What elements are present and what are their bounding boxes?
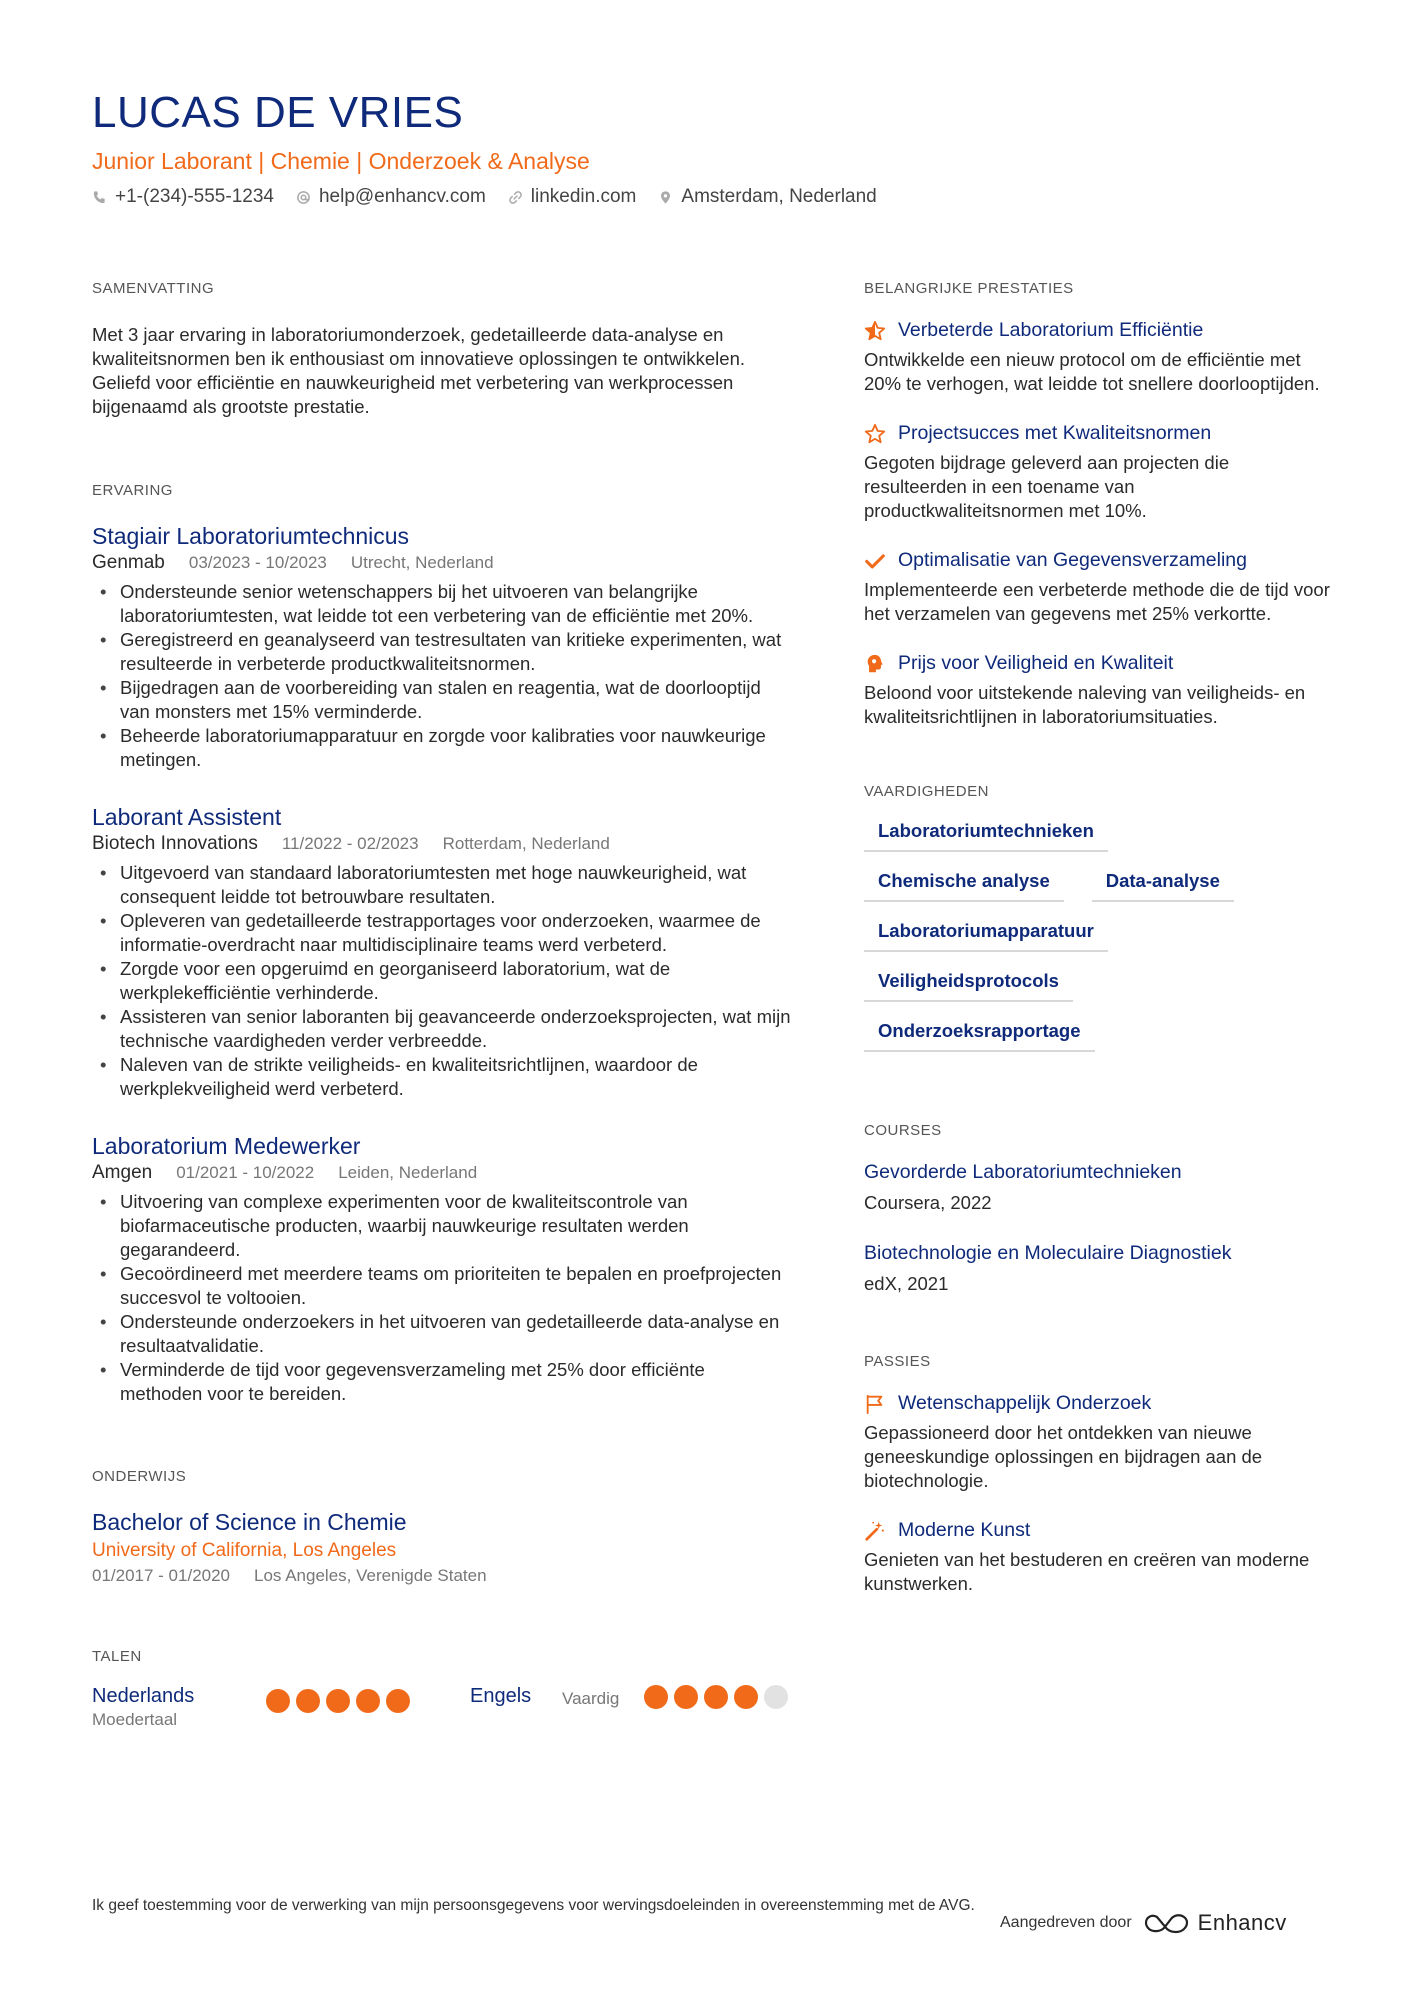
skill-tag: Veiligheidsprotocols — [864, 970, 1073, 1002]
phone-text: +1-(234)-555-1234 — [115, 186, 274, 207]
job-bullets — [92, 861, 792, 1101]
job-bullet: • Zorgde voor een opgeruimd en georganiseerd laboratorium, wat de werkplekefficiëntie verhinderde. — [92, 957, 792, 1005]
education-heading: ONDERWIJS — [92, 1468, 187, 1485]
job-bullet: • Verminderde de tijd voor gegevensverzameling met 25% door efficiënte methoden voor te bereiden. — [92, 1358, 792, 1406]
job-meta — [92, 1162, 792, 1184]
checkmark-icon — [864, 550, 886, 572]
skills-section — [864, 783, 1334, 1052]
rating-dot-filled — [734, 1685, 758, 1709]
job-title: Laborant Assistent — [92, 804, 282, 830]
passion-item — [864, 1519, 1334, 1596]
job-bullet: • Beheerde laboratoriumapparatuur en zorgde voor kalibraties voor nauwkeurige metingen. — [92, 724, 792, 772]
language-level: Moedertaal — [92, 1710, 178, 1729]
skill-tag: Laboratoriumapparatuur — [864, 920, 1108, 952]
achievement-item — [864, 549, 1334, 626]
passion-desc: Gepassioneerd door het ontdekken van nieuwe geneeskundige oplossingen en bijdragen aan de biotechnologie. — [864, 1422, 1263, 1491]
star-half-icon — [864, 320, 886, 342]
right-column — [864, 280, 1334, 1622]
language-item — [92, 1685, 266, 1730]
rating-dot-filled — [326, 1689, 350, 1713]
achievement-title: Verbeterde Laboratorium Efficiëntie — [898, 319, 1204, 341]
rating-dot-filled — [674, 1685, 698, 1709]
passion-title: Moderne Kunst — [898, 1519, 1031, 1541]
skill-tag: Data-analyse — [1092, 870, 1234, 902]
job-bullet: • Ondersteunde onderzoekers in het uitvoeren van gedetailleerde data-analyse en resultaatvalidatie. — [92, 1310, 792, 1358]
brand-name: Enhancv — [1197, 1910, 1287, 1935]
education-dates: 01/2017 - 01/2020 — [92, 1566, 231, 1585]
skill-tag: Chemische analyse — [864, 870, 1064, 902]
language-name: Nederlands — [92, 1685, 195, 1707]
location-text: Amsterdam, Nederland — [681, 186, 877, 207]
brain-icon — [864, 653, 886, 675]
job-company: Amgen — [92, 1162, 153, 1183]
job-company: Biotech Innovations — [92, 833, 258, 854]
job-bullet: • Uitgevoerd van standaard laboratoriumtesten met hoge nauwkeurigheid, wat consequent leidde tot betrouwbare resultaten. — [92, 861, 792, 909]
passions-list — [864, 1392, 1334, 1596]
job-location: Rotterdam, Nederland — [442, 834, 610, 853]
candidate-name: LUCAS DE VRIES — [92, 88, 464, 137]
job-bullets — [92, 580, 792, 772]
achievement-item — [864, 422, 1334, 523]
job-meta — [92, 552, 792, 574]
email-text[interactable]: help@enhancv.com — [318, 186, 486, 207]
skills-list — [864, 820, 1334, 1052]
languages-heading: TALEN — [92, 1648, 142, 1665]
passion-item — [864, 1392, 1334, 1493]
job-meta — [92, 833, 792, 855]
rating-dot-filled — [266, 1689, 290, 1713]
contact-bar — [92, 186, 877, 208]
powered-by-label: Aangedreven door — [1000, 1914, 1132, 1931]
achievement-desc: Gegoten bijdrage geleverd aan projecten die resulteerden in een toename van productkwaliteitsnormen met 10%. — [864, 452, 1230, 521]
magic-wand-icon — [864, 1520, 886, 1542]
brand-logo[interactable] — [1144, 1910, 1287, 1936]
language-rating — [266, 1689, 410, 1713]
achievement-item — [864, 652, 1334, 729]
phone-icon — [92, 190, 107, 205]
job-company: Genmab — [92, 552, 165, 573]
contact-email[interactable] — [296, 186, 486, 208]
course-item — [864, 1161, 1334, 1214]
consent-text: Ik geef toestemming voor de verwerking van mijn persoonsgegevens voor wervingsdoeleinden in overeenstemming met de AVG. — [92, 1897, 975, 1914]
job-bullets — [92, 1190, 792, 1406]
rating-dot-filled — [644, 1685, 668, 1709]
achievement-desc: Beloond voor uitstekende naleving van veiligheids- en kwaliteitsrichtlijnen in laboratoriumsituaties. — [864, 682, 1306, 727]
job-bullet: • Bijgedragen aan de voorbereiding van stalen en reagentia, wat de doorlooptijd van monsters met 15% verminderde. — [92, 676, 792, 724]
job-entry — [92, 521, 792, 772]
job-bullet: • Ondersteunde senior wetenschappers bij het uitvoeren van belangrijke laboratoriumtesten, wat leidde tot een verbetering van de efficiëntie met 20%. — [92, 580, 792, 628]
summary-text: Met 3 jaar ervaring in laboratoriumonderzoek, gedetailleerde data-analyse en kwaliteitsnormen ben ik enthousiast om innovatieve oplossingen te ontwikkelen. Geliefd voor efficiëntie en nauwkeurigheid met verbetering van werkprocessen bijgenaamd als grootste prestatie. — [92, 324, 746, 417]
job-bullet: • Uitvoering van complexe experimenten voor de kwaliteitscontrole van biofarmaceutische producten, waarbij nauwkeurige resultaten werden gegarandeerd. — [92, 1190, 792, 1262]
job-title: Laboratorium Medewerker — [92, 1133, 361, 1159]
courses-heading: COURSES — [864, 1122, 942, 1139]
language-name: Engels — [470, 1685, 532, 1707]
achievement-title: Prijs voor Veiligheid en Kwaliteit — [898, 652, 1174, 674]
passions-heading: PASSIES — [864, 1353, 931, 1370]
candidate-subtitle: Junior Laborant | Chemie | Onderzoek & Analyse — [92, 148, 590, 174]
skill-tag: Laboratoriumtechnieken — [864, 820, 1108, 852]
link-icon — [508, 190, 523, 205]
star-outline-icon — [864, 423, 886, 445]
course-item — [864, 1242, 1334, 1295]
job-location: Utrecht, Nederland — [350, 553, 494, 572]
achievement-desc: Ontwikkelde een nieuw protocol om de efficiëntie met 20% te verhogen, wat leidde tot snellere doorlooptijden. — [864, 349, 1320, 394]
education-section — [92, 1468, 792, 1586]
languages-row — [92, 1685, 792, 1730]
job-dates: 03/2023 - 10/2023 — [188, 553, 327, 572]
achievement-title: Optimalisatie van Gegevensverzameling — [898, 549, 1248, 571]
job-title: Stagiair Laboratoriumtechnicus — [92, 523, 410, 549]
flag-icon — [864, 1393, 886, 1415]
rating-dot-empty — [764, 1685, 788, 1709]
at-sign-icon — [296, 190, 311, 205]
contact-phone — [92, 186, 274, 208]
enhancv-logo-icon — [1144, 1911, 1190, 1935]
achievement-title: Projectsucces met Kwaliteitsnormen — [898, 422, 1212, 444]
passion-desc: Genieten van het bestuderen en creëren van moderne kunstwerken. — [864, 1549, 1310, 1594]
education-meta — [92, 1566, 792, 1586]
course-meta: edX, 2021 — [864, 1273, 949, 1294]
education-location: Los Angeles, Verenigde Staten — [254, 1566, 487, 1585]
job-location: Leiden, Nederland — [338, 1163, 478, 1182]
rating-dot-filled — [296, 1689, 320, 1713]
job-bullet: • Gecoördineerd met meerdere teams om prioriteiten te bepalen en proefprojecten succesvol te voltooien. — [92, 1262, 792, 1310]
contact-linkedin[interactable] — [508, 186, 637, 208]
powered-by — [1000, 1910, 1287, 1936]
education-degree: Bachelor of Science in Chemie — [92, 1509, 407, 1535]
job-bullet: • Assisteren van senior laboranten bij geavanceerde onderzoeksprojecten, wat mijn technische vaardigheden verder verbreedde. — [92, 1005, 792, 1053]
course-title: Biotechnologie en Moleculaire Diagnostiek — [864, 1242, 1232, 1264]
education-school: University of California, Los Angeles — [92, 1540, 397, 1561]
job-entry — [92, 1131, 792, 1406]
job-dates: 01/2021 - 10/2022 — [176, 1163, 315, 1182]
course-meta: Coursera, 2022 — [864, 1192, 992, 1213]
job-bullet: • Opleveren van gedetailleerde testrapportages voor onderzoeken, waarmee de informatie-overdracht naar multidisciplinaire teams werd verbeterd. — [92, 909, 792, 957]
languages-section — [92, 1648, 792, 1730]
language-rating — [644, 1685, 788, 1709]
summary-heading: SAMENVATTING — [92, 280, 215, 297]
experience-section — [92, 482, 792, 1730]
linkedin-text[interactable]: linkedin.com — [530, 186, 637, 207]
course-title: Gevorderde Laboratoriumtechnieken — [864, 1161, 1182, 1183]
passions-section — [864, 1353, 1334, 1596]
job-dates: 11/2022 - 02/2023 — [281, 834, 419, 853]
achievements-list — [864, 319, 1334, 729]
rating-dot-filled — [356, 1689, 380, 1713]
job-bullet: • Geregistreerd en geanalyseerd van testresultaten van kritieke experimenten, wat resulteerde in verbeterde productkwaliteitsnormen. — [92, 628, 792, 676]
passion-title: Wetenschappelijk Onderzoek — [898, 1392, 1152, 1414]
left-column — [92, 280, 792, 1729]
courses-section — [864, 1122, 1334, 1295]
skills-heading: VAARDIGHEDEN — [864, 783, 989, 800]
location-pin-icon — [658, 190, 673, 205]
job-bullet: • Naleven van de strikte veiligheids- en kwaliteitsrichtlijnen, waardoor de werkplekveiligheid werd verbeterd. — [92, 1053, 792, 1101]
rating-dot-filled — [704, 1685, 728, 1709]
job-entry — [92, 802, 792, 1101]
achievements-heading: BELANGRIJKE PRESTATIES — [864, 280, 1074, 297]
achievement-item — [864, 319, 1334, 396]
language-level: Vaardig — [562, 1689, 620, 1708]
experience-heading: ERVARING — [92, 482, 173, 499]
rating-dot-filled — [386, 1689, 410, 1713]
achievement-desc: Implementeerde een verbeterde methode die de tijd voor het verzamelen van gegevens met 25% verkortte. — [864, 579, 1330, 624]
contact-location — [658, 186, 876, 208]
skill-tag: Onderzoeksrapportage — [864, 1020, 1095, 1052]
